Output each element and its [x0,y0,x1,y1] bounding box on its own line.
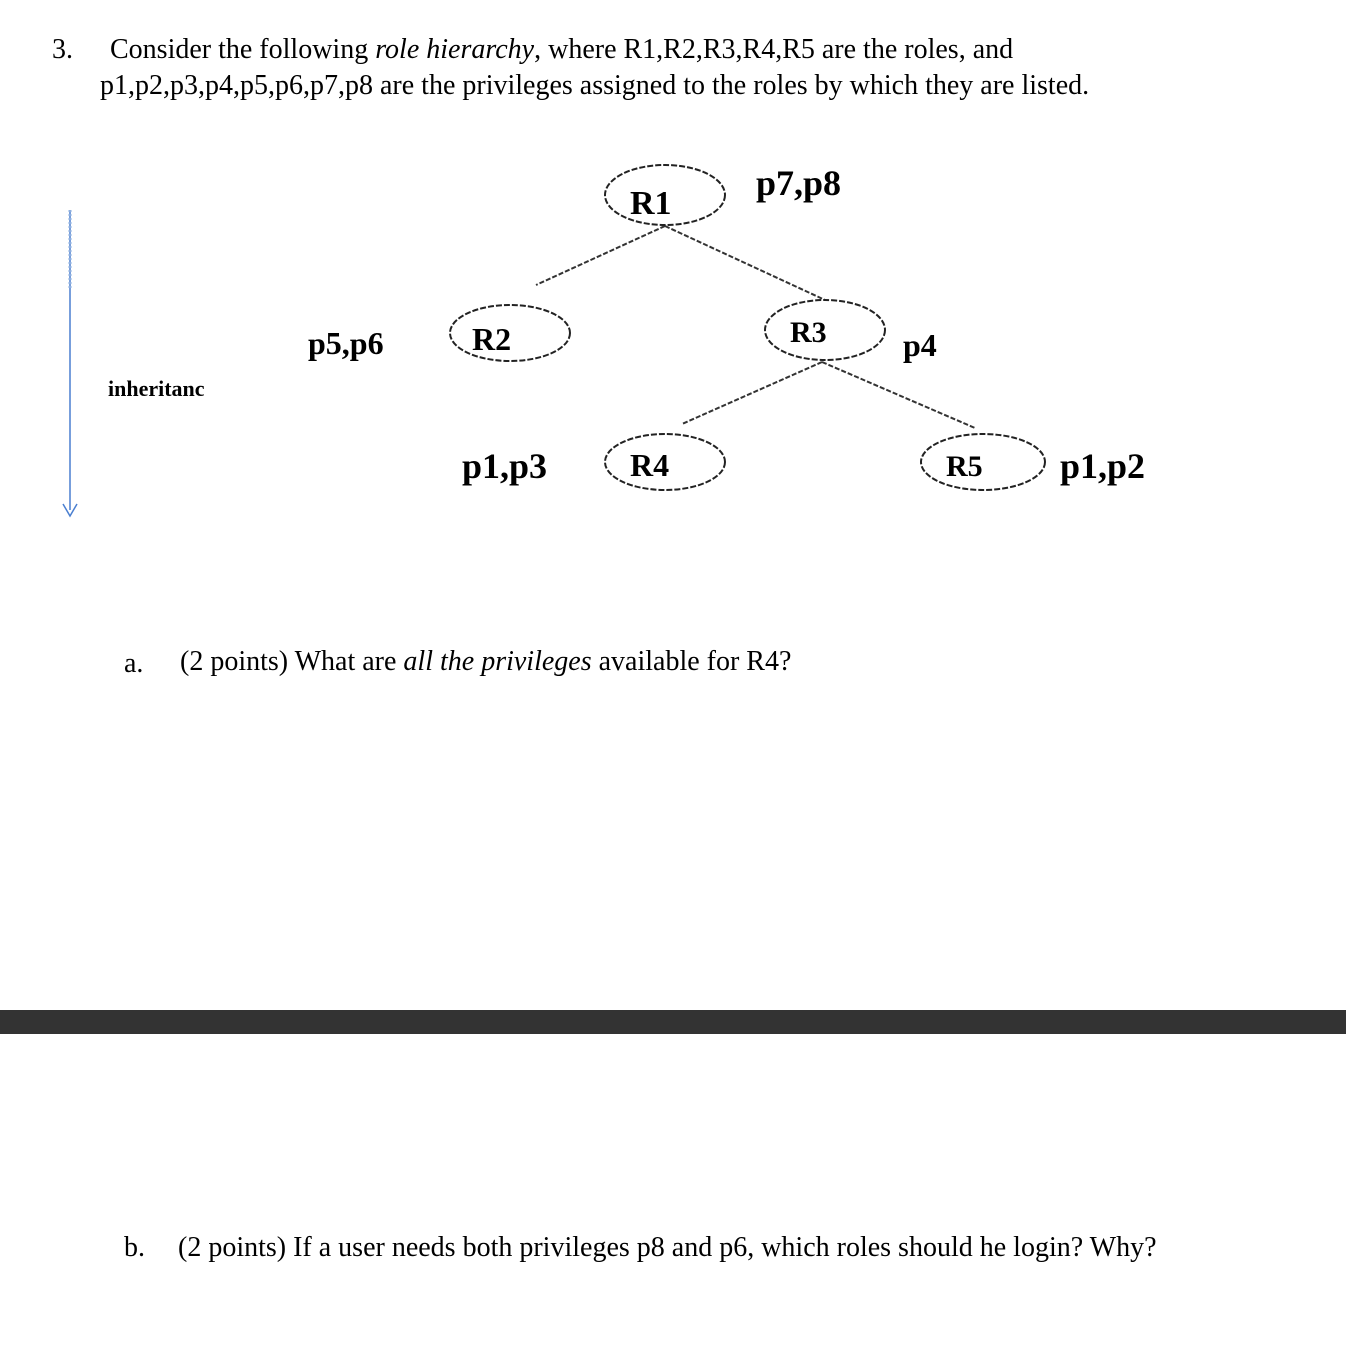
question-line1-pre: Consider the following [110,34,376,65]
privileges-r2: p5,p6 [308,325,384,361]
role-label-r1: R1 [630,185,672,222]
part-a-question [180,646,791,678]
part-b-question: (2 points) If a user needs both privileges p8 and p6, which roles should he login? Why? [178,1232,1157,1263]
part-a-post: available for R4? [591,646,792,677]
inheritance-label: inheritanc [108,376,205,401]
privileges-r1: p7,p8 [756,163,842,203]
role-node-r5 [921,434,1045,490]
part-a-letter: a. [124,648,144,679]
part-a-italic: all the privileges [403,646,592,677]
question-line1-italic: role hierarchy [375,34,535,65]
edge-r1-r3 [665,226,825,300]
edge-r3-r5 [822,362,975,428]
question-text-line2: p1,p2,p3,p4,p5,p6,p7,p8 are the privileges assigned to the roles by which they are listed. [100,70,1090,101]
edge-r3-r4 [682,362,822,424]
privileges-r3: p4 [903,327,937,363]
role-label-r3: R3 [790,316,827,349]
privileges-r5: p1,p2 [1060,446,1146,486]
privileges-r4: p1,p3 [462,446,548,486]
role-label-r4: R4 [630,447,670,483]
role-label-r2: R2 [472,321,512,357]
role-label-r5: R5 [946,450,983,483]
question-number: 3. [52,34,73,65]
edge-r1-r2 [536,226,665,285]
question-line1-post: , where R1,R2,R3,R4,R5 are the roles, and [534,34,1014,65]
part-a-pre: (2 points) What are [180,646,404,677]
part-b-letter: b. [124,1232,145,1263]
page-divider [0,1010,1346,1034]
role-hierarchy-diagram [0,0,1346,600]
